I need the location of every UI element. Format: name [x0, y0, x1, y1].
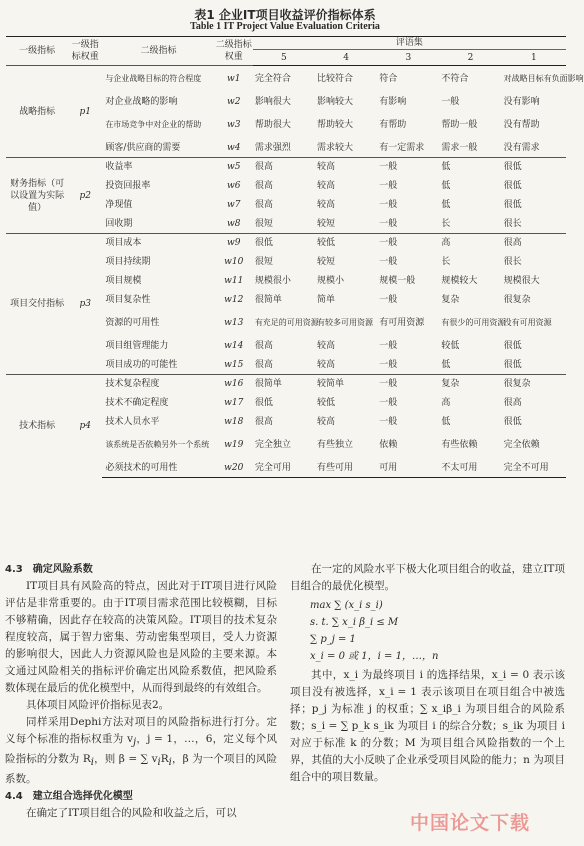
rating-cell: 很短: [254, 218, 273, 229]
rating-cell: 有可用资源: [379, 318, 425, 328]
level2-indicator-cell: 回收期: [105, 218, 133, 229]
rating-cell: 完全可用: [253, 459, 315, 478]
rating-cell: 很高: [254, 359, 273, 370]
level1-weight-cell: p3: [68, 234, 102, 375]
rating-cell: 较短: [317, 257, 336, 267]
rating-cell: 有较多可用资源: [317, 318, 374, 327]
rating-cell: 完全依赖: [503, 440, 540, 450]
level1-indicator-cell: 项目交付指标: [6, 234, 68, 375]
rating-cell: 复杂: [439, 375, 501, 394]
paragraph-text: R: [160, 753, 169, 766]
level1-weight-cell: p4: [68, 375, 102, 478]
level2-weight-cell: w6: [227, 181, 241, 191]
rating-cell: 很高: [253, 158, 315, 177]
header-score-5: 5: [253, 50, 315, 66]
rating-cell: 很长: [503, 218, 522, 229]
rating-cell: 低: [441, 417, 451, 427]
table-row: [6, 234, 566, 253]
level1-indicator-cell: 战略指标: [6, 66, 68, 158]
table-row: [6, 375, 566, 394]
header-score-2: 2: [439, 50, 501, 66]
header-level2: 二级指标: [102, 37, 214, 66]
level2-weight-cell: w4: [227, 142, 241, 153]
rating-cell: 一般: [441, 97, 460, 107]
level2-indicator-cell: 项目复杂性: [105, 295, 151, 305]
level2-weight-cell: w9: [215, 234, 253, 253]
header-level1: 一级指标: [6, 37, 68, 66]
rating-cell: 完全符合: [253, 66, 315, 93]
optimization-model: [310, 597, 565, 665]
paragraph: IT项目具有风险高的特点，因此对于IT项目进行风险评估是非常重要的。由于IT项目需求范围比较模糊，目标不够精确，因此存在较高的决策风险。IT项目的技术复杂程度较高，属于智力密集、劳动密集型项目，受人力资源的影响很大，因此人力资源风险也是风险的主要来源。本文通过风险相关的指标评价确定出风险系数值，把风险系数体现在最后的优化模型中，从而得到最终的有效组合。: [5, 580, 277, 694]
rating-cell: 长: [441, 218, 451, 229]
rating-cell: 需求一般: [441, 142, 478, 153]
rating-cell: 复杂: [441, 295, 460, 305]
rating-cell: 符合: [377, 66, 439, 93]
rating-cell: 很低: [503, 417, 522, 427]
rating-cell: 很简单: [253, 375, 315, 394]
objective-line: max ∑ (x_i s_i): [310, 600, 383, 611]
rating-cell: 简单: [317, 295, 336, 305]
table-body: [6, 66, 584, 478]
rating-cell: 比较符合: [315, 66, 377, 93]
rating-cell: 规模较大: [441, 276, 478, 286]
rating-cell: 较高: [315, 158, 377, 177]
formula-paragraph: 同样采用Dephi方法对项目的风险指标进行打分。定义每个标准的指标权重为 $v_j$，j = 1，…，6，定义每个风险指标的分数为 $R_i$，则 β = ∑ $v_iR_i$，β 为一个项目的风险系数。: [5, 716, 277, 786]
rating-cell: 低: [441, 181, 451, 191]
table-caption-cn: 表1 企业IT项目收益评价指标体系: [194, 8, 376, 22]
level2-indicator-cell: 对企业战略的影响: [105, 97, 178, 107]
rating-cell: 没有影响: [503, 97, 540, 107]
rating-cell: 有一定需求: [379, 142, 425, 153]
rating-cell: 有帮助: [379, 120, 407, 130]
rating-cell: 有很少的可用资源: [441, 318, 506, 327]
rating-cell: 需求强烈: [254, 142, 291, 153]
level2-indicator-cell: 投资回报率: [105, 181, 151, 191]
rating-cell: 很低: [503, 181, 522, 191]
level2-weight-cell: w5: [215, 158, 253, 177]
level2-indicator-cell: 项目成本: [102, 234, 214, 253]
section-4-3-heading: 4.3 确定风险系数: [5, 564, 93, 575]
rating-cell: 帮助较大: [317, 120, 354, 130]
left-column: [5, 561, 277, 822]
rating-cell: 较简单: [315, 375, 377, 394]
level2-weight-cell: w19: [224, 440, 244, 450]
rating-cell: 有些独立: [317, 440, 354, 450]
level2-weight-cell: w10: [224, 257, 244, 267]
table-row: [6, 66, 566, 93]
rating-cell: 很高: [254, 200, 273, 210]
right-column: [290, 561, 565, 786]
level2-weight-cell: w14: [224, 341, 244, 351]
rating-cell: 较短: [317, 218, 336, 229]
level2-weight-cell: w3: [227, 120, 241, 130]
rating-cell: 很低: [503, 341, 522, 351]
rating-cell: 较高: [317, 181, 336, 191]
level2-weight-cell: w11: [224, 276, 244, 286]
rating-cell: 依赖: [379, 440, 398, 450]
level2-indicator-cell: 必须技术的可用性: [102, 459, 214, 478]
header-rating-set: 评语集: [253, 37, 566, 50]
rating-cell: 一般: [379, 181, 398, 191]
rating-cell: 低: [441, 200, 451, 210]
evaluation-criteria-table: [6, 36, 584, 478]
level2-weight-cell: w16: [215, 375, 253, 394]
level2-weight-cell: w18: [224, 417, 244, 427]
level1-weight-cell: p1: [68, 66, 102, 158]
rating-cell: 低: [439, 158, 501, 177]
level2-indicator-cell: 项目成功的可能性: [105, 359, 178, 370]
constraint-line: s. t. ∑ x_i β_i ≤ M: [310, 617, 399, 628]
rating-cell: 完全不可用: [502, 459, 566, 478]
level2-indicator-cell: 顾客/供应商的需要: [105, 142, 181, 153]
level2-weight-cell: w2: [227, 97, 241, 107]
paragraph-text: ，j = 1，…，6，定义每个风险指标的分数为 R: [5, 733, 277, 766]
level2-indicator-cell: 项目持续期: [105, 257, 151, 267]
rating-cell: 一般: [379, 257, 398, 267]
paragraph: 在确定了IT项目组合的风险和收益之后，可以: [26, 807, 237, 820]
rating-cell: 很复杂: [503, 295, 531, 305]
rating-cell: 较高: [317, 200, 336, 210]
rating-cell: 较高: [317, 417, 336, 427]
rating-cell: 很高: [502, 234, 566, 253]
rating-cell: 帮助一般: [441, 120, 478, 130]
section-4-4-heading: 4.4 建立组合选择优化模型: [5, 791, 133, 803]
rating-cell: 一般: [379, 200, 398, 210]
constraint-line: x_i = 0 或 1，i = 1，…，n: [310, 651, 439, 662]
rating-cell: 一般: [379, 359, 398, 370]
level2-weight-cell: w12: [224, 295, 244, 305]
level2-weight-cell: w1: [215, 66, 253, 93]
level2-weight-cell: w8: [227, 218, 241, 229]
level2-indicator-cell: 与企业战略目标的符合程度: [102, 66, 214, 93]
rating-cell: 很低: [503, 359, 522, 370]
rating-cell: 很高: [254, 417, 273, 427]
rating-cell: 影响很大: [254, 97, 291, 107]
watermark: 中国论文下载: [410, 812, 531, 834]
rating-cell: 有些依赖: [441, 440, 478, 450]
level2-weight-cell: w17: [224, 398, 244, 408]
level2-indicator-cell: 收益率: [102, 158, 214, 177]
rating-cell: 有影响: [379, 97, 407, 107]
level2-weight-cell: w20: [215, 459, 253, 478]
rating-cell: 很低: [254, 398, 273, 408]
rating-cell: 一般: [377, 375, 439, 394]
rating-cell: 规模一般: [379, 276, 416, 286]
level2-weight-cell: w7: [227, 200, 241, 210]
header-score-4: 4: [315, 50, 377, 66]
header-level1-weight: 一级指标权重: [68, 37, 102, 66]
rating-cell: 一般: [379, 341, 398, 351]
constraint-line: ∑ p_j = 1: [310, 634, 356, 645]
level2-indicator-cell: 在市场竞争中对企业的帮助: [105, 120, 202, 129]
rating-cell: 一般: [377, 158, 439, 177]
header-score-1: 1: [502, 50, 566, 66]
level2-indicator-cell: 技术人员水平: [105, 417, 160, 427]
rating-cell: 一般: [377, 234, 439, 253]
rating-cell: 有些可用: [315, 459, 377, 478]
rating-cell: 规模小: [317, 276, 345, 286]
level2-indicator-cell: 该系统是否依赖另外一个系统: [105, 440, 210, 449]
level2-indicator-cell: 项目组管理能力: [105, 341, 169, 351]
paragraph-text: ，β 为一个项目的风险系数。: [5, 753, 277, 786]
level2-weight-cell: w15: [224, 359, 244, 370]
rating-cell: 没有需求: [503, 142, 540, 153]
paragraph: 在一定的风险水平下极大化项目组合的收益，建立IT项目组合的最优化模型。: [290, 563, 565, 592]
level2-indicator-cell: 净现值: [105, 200, 133, 210]
rating-cell: 对战略目标有负面影响: [502, 66, 566, 93]
rating-cell: 很高: [254, 341, 273, 351]
rating-cell: 长: [441, 257, 451, 267]
rating-cell: 不太可用: [439, 459, 501, 478]
table-row: [6, 158, 566, 177]
rating-cell: 没有帮助: [503, 120, 540, 130]
rating-cell: 一般: [379, 417, 398, 427]
paragraph-text: ，则 β = ∑ v: [93, 753, 158, 766]
header-score-3: 3: [377, 50, 439, 66]
paragraph: 其中，x_i 为最终项目 i 的选择结果，x_i = 0 表示该项目没有被选择，x_i = 1 表示该项目在项目组合中被选择；p_j 为标准 j 的权重；∑ x_iβ_i 为项目组合的风险系数；s_i = ∑ p_k s_ik 为项目 i 的综合分数；s_ik 为项目 i 对应于标准 k 的分数；M 为项目组合风险指数的一个上界，其值的大小反映了企业承受项目风险的能力；n 为项目组合中的项目数量。: [290, 669, 565, 783]
level1-weight-cell: p2: [68, 158, 102, 234]
rating-cell: 需求较大: [317, 142, 354, 153]
rating-cell: 很低: [503, 200, 522, 210]
rating-cell: 很短: [254, 257, 273, 267]
rating-cell: 很高: [254, 181, 273, 191]
rating-cell: 很高: [503, 398, 522, 408]
level2-indicator-cell: 资源的可用性: [105, 318, 160, 328]
header-level2-weight: 二级指标权重: [215, 37, 253, 66]
table-caption-en: Table 1 IT Project Value Evaluation Criteria: [190, 21, 380, 32]
rating-cell: 较低: [441, 341, 460, 351]
rating-cell: 高: [439, 234, 501, 253]
rating-cell: 很低: [253, 234, 315, 253]
level1-indicator-cell: 财务指标（可以设置为实际值）: [6, 158, 68, 234]
rating-cell: 不符合: [439, 66, 501, 93]
rating-cell: 低: [441, 359, 451, 370]
rating-cell: 规模很大: [503, 276, 540, 286]
level1-indicator-cell: 技术指标: [6, 375, 68, 478]
rating-cell: 很低: [502, 158, 566, 177]
rating-cell: 很简单: [254, 295, 282, 305]
rating-cell: 可用: [377, 459, 439, 478]
rating-cell: 很复杂: [502, 375, 566, 394]
level2-indicator-cell: 技术复杂程度: [102, 375, 214, 394]
paragraph-text: 同样采用Dephi方法对项目的风险指标进行打分。定义每个标准的指标权重为 v: [5, 716, 277, 745]
rating-cell: 较低: [315, 234, 377, 253]
level2-indicator-cell: 项目规模: [105, 276, 142, 286]
rating-cell: 一般: [379, 398, 398, 408]
rating-cell: 有充足的可用资源: [254, 318, 319, 327]
rating-cell: 较高: [317, 359, 336, 370]
rating-cell: 较低: [317, 398, 336, 408]
rating-cell: 较高: [317, 341, 336, 351]
rating-cell: 很长: [503, 257, 522, 267]
rating-cell: 高: [441, 398, 451, 408]
rating-cell: 没有可用资源: [503, 318, 552, 327]
rating-cell: 一般: [379, 295, 398, 305]
paragraph: 具体项目风险评价指标见表2。: [26, 699, 170, 711]
level2-weight-cell: w13: [224, 318, 244, 328]
rating-cell: 规模很小: [254, 276, 291, 286]
rating-cell: 影响较大: [317, 97, 354, 107]
level2-indicator-cell: 技术不确定程度: [105, 398, 169, 408]
rating-cell: 帮助很大: [254, 120, 291, 130]
rating-cell: 一般: [379, 218, 398, 229]
rating-cell: 完全独立: [254, 440, 291, 450]
